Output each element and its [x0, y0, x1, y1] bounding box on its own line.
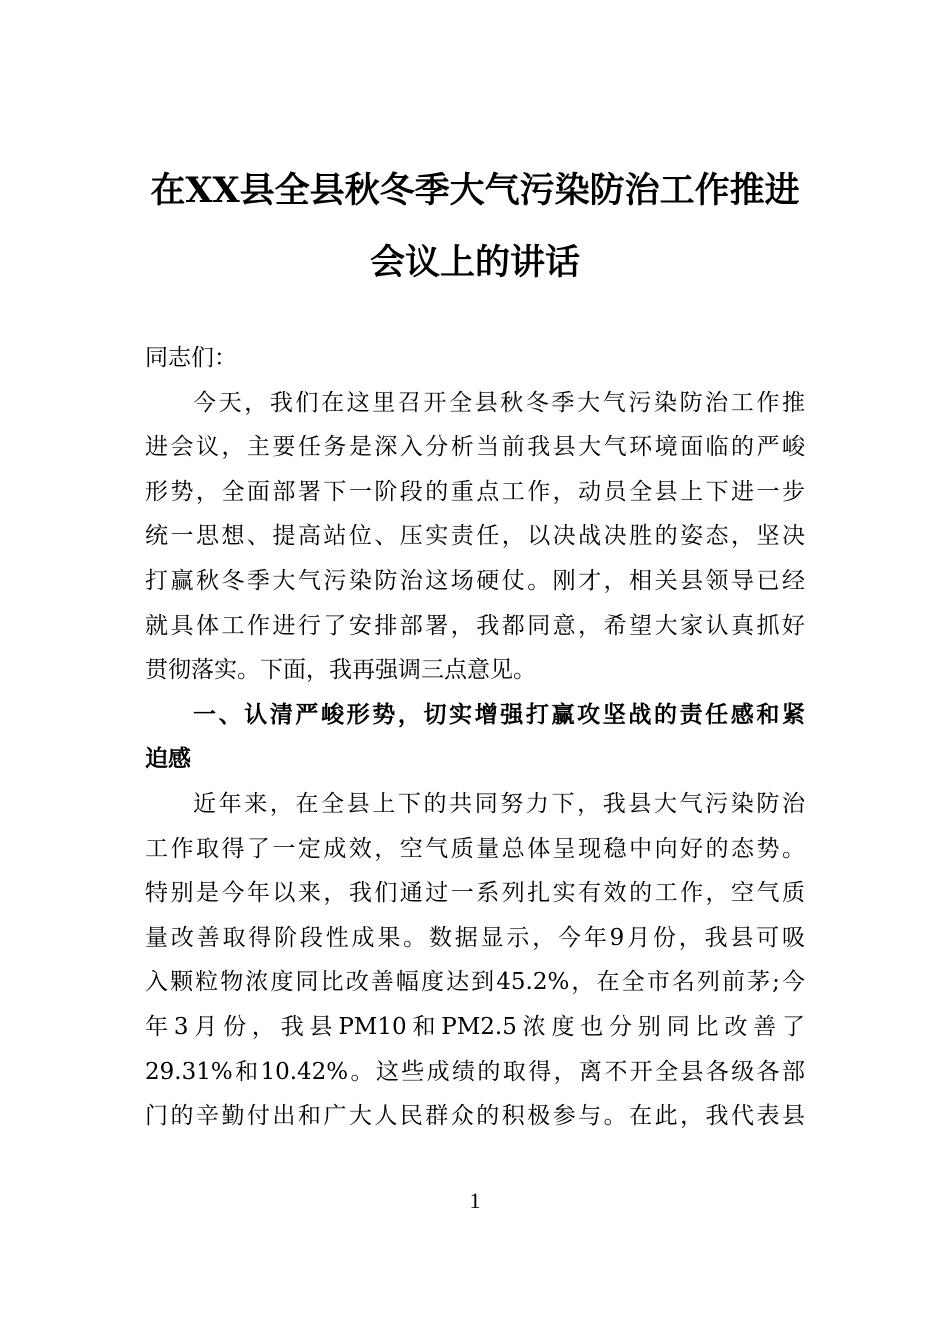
paragraph-2: [145, 782, 805, 1139]
text-line: 年3月份，我县PM10和PM2.5浓度也分别同比改善了: [145, 1013, 805, 1040]
text-line: 贯彻落实。下面，我再强调三点意见。: [145, 657, 536, 684]
document-title-line-2: 会议上的讲话: [369, 242, 580, 283]
text-line: 今天，我们在这里召开全县秋冬季大气污染防治工作推: [193, 389, 805, 416]
document-title-line-1: 在XX县全县秋冬季大气污染防治工作推进: [150, 170, 800, 211]
text-line: 就具体工作进行了安排部署，我都同意，希望大家认真抓好: [145, 612, 805, 639]
paragraph-1: [145, 381, 805, 693]
page-number: 1: [469, 1188, 481, 1213]
heading-line: 一、认清严峻形势，切实增强打赢攻坚战的责任感和紧: [193, 700, 805, 728]
text-line: 特别是今年以来，我们通过一系列扎实有效的工作，空气质: [145, 880, 805, 907]
text-line: 形势，全面部署下一阶段的重点工作，动员全县上下进一步: [145, 478, 805, 505]
text-line: 统一思想、提高站位、压实责任，以决战决胜的姿态，坚决: [145, 523, 805, 550]
text-line: 工作取得了一定成效，空气质量总体呈现稳中向好的态势。: [145, 835, 805, 862]
text-line: 进会议，主要任务是深入分析当前我县大气环境面临的严峻: [145, 434, 805, 461]
text-line: 近年来，在全县上下的共同努力下，我县大气污染防治: [193, 790, 805, 817]
section-heading-1: [145, 693, 805, 782]
document-body: [145, 336, 805, 1139]
text-line: 入颗粒物浓度同比改善幅度达到45.2%，在全市名列前茅;今: [145, 969, 805, 996]
text-line: 29.31%和10.42%。这些成绩的取得，离不开全县各级各部: [145, 1058, 805, 1085]
text-line: 门的辛勤付出和广大人民群众的积极参与。在此，我代表县: [145, 1103, 805, 1130]
heading-line: 迫感: [145, 745, 191, 773]
text-line: 打赢秋冬季大气污染防治这场硬仗。刚才，相关县领导已经: [145, 567, 805, 594]
text-line: 量改善取得阶段性成果。数据显示，今年9月份，我县可吸: [145, 924, 805, 951]
salutation: 同志们：: [145, 345, 237, 371]
